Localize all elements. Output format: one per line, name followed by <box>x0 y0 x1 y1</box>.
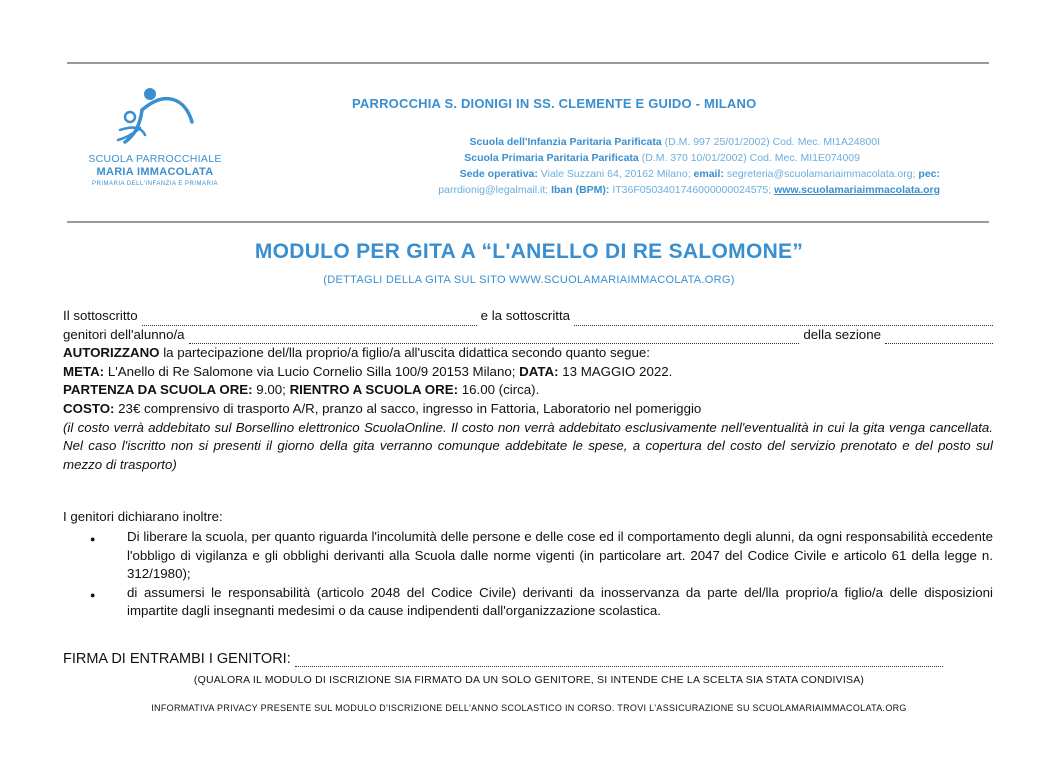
info-3-address: Viale Suzzani 64, 20162 Milano; <box>537 168 694 180</box>
info-line-4 <box>438 184 940 196</box>
info-3-email: segreteria@scuolamariaimmacolata.org; <box>723 168 919 180</box>
declaration-list <box>90 528 993 621</box>
logo-line-3: PRIMARIA DELL'INFANZIA E PRIMARIA <box>91 181 218 187</box>
father-label: Il sottoscritto <box>63 308 138 323</box>
return-label: RIENTRO A SCUOLA ORE: <box>289 382 459 398</box>
autorizzano-text: la partecipazione del/lla proprio/a figlio/a all'uscita didattica secondo quanto segue: <box>159 345 650 361</box>
declaration-heading: I genitori dichiarano inoltre: <box>63 509 223 524</box>
privacy-note: INFORMATIVA PRIVACY PRESENTE SUL MODULO D'ISCRIZIONE DELL'ANNO SCOLASTICO IN CORSO. TROVI L'ASSICURAZIONE SU SCUOLAMARIAIMMACOLATA.ORG <box>151 703 907 713</box>
data-text: 13 MAGGIO 2022. <box>558 363 673 379</box>
departure-label: PARTENZA DA SCUOLA ORE: <box>63 382 253 398</box>
info-3-pec-label: pec: <box>918 168 940 180</box>
bullet-icon: ● <box>90 589 96 600</box>
info-line-3 <box>460 168 940 180</box>
info-4-iban: IT36F0503401746000000024575; <box>609 184 775 196</box>
student-label: genitori dell'alunno/a <box>63 326 185 342</box>
meta-text: L'Anello di Re Salomone via Lucio Cornelio Silla 100/9 20153 Milano; <box>104 363 520 379</box>
info-4-iban-label: Iban (BPM): <box>551 184 610 196</box>
section-field[interactable] <box>885 332 993 344</box>
list-item <box>90 528 993 584</box>
page-subtitle: (DETTAGLI DELLA GITA SUL SITO WWW.SCUOLAMARIAIMMACOLATA.ORG) <box>323 274 735 286</box>
data-label: DATA: <box>519 363 559 379</box>
meta-label: META: <box>63 363 105 379</box>
signature-line <box>63 651 947 667</box>
cost-note: (il costo verrà addebitato sul Borsellino elettronico ScuolaOnline. Il costo non verrà addebitato esclusivamente nell'eventualità in cui la gita venga cancellata. Nel caso l'iscritto non si presenti il giorno della gita verranno comunque addebitate le spese, a copertura del costo del servizio prenotato e del posto sul mezzo di trasporto) <box>63 419 993 472</box>
info-3-label: Sede operativa: <box>459 168 538 180</box>
student-line <box>63 326 993 345</box>
schedule-line <box>63 381 993 400</box>
mother-name-field[interactable] <box>574 314 993 326</box>
meta-line <box>63 363 993 382</box>
bullet-icon: ● <box>90 534 96 544</box>
info-line-2 <box>464 152 860 164</box>
declaration-2: di assumersi le responsabilità (articolo 2048 del Codice Civile) derivanti da inosservanza da parte del/lla proprio/a figlio/a delle disposizioni impartite dagli insegnanti medesimi o da cause indipendenti dall'organizzazione scolastica. <box>127 584 993 619</box>
info-3-email-label: email: <box>693 168 724 180</box>
return-text: 16.00 (circa). <box>458 382 540 398</box>
declaration-1: Di liberare la scuola, per quanto riguarda l'incolumità delle persone e delle cose ed il comportamento degli alunni, da ogni responsabilità eccedente l'obbligo di vigilanza e gli obblighi derivanti alla Scuola dalle norme vigenti (in particolare art. 2047 del Codice Civile e articolo 61 della legge n. 312/1980); <box>127 529 993 582</box>
cost-label: COSTO: <box>63 400 115 416</box>
info-1-label: Scuola dell'Infanzia Paritaria Parificata <box>469 136 662 148</box>
info-4-pec: parrdionig@legalmail.it; <box>438 184 552 196</box>
header-rule <box>67 221 989 223</box>
mother-label: e la sottoscritta <box>480 308 571 323</box>
website-link[interactable]: www.scuolamariaimmacolata.org <box>774 184 940 196</box>
parish-name: PARROCCHIA S. DIONIGI IN SS. CLEMENTE E GUIDO - MILANO <box>352 96 757 111</box>
top-rule <box>67 62 989 64</box>
departure-text: 9.00; <box>252 382 290 398</box>
info-1-rest: (D.M. 997 25/01/2002) Cod. Mec. MI1A24800I <box>661 136 880 148</box>
info-line-1 <box>470 136 880 148</box>
authorization-line <box>63 344 993 363</box>
signature-note: (QUALORA IL MODULO DI ISCRIZIONE SIA FIRMATO DA UN SOLO GENITORE, SI INTENDE CHE LA SCELTA SIA STATA CONDIVISA) <box>193 674 865 686</box>
autorizzano-label: AUTORIZZANO <box>63 345 160 361</box>
info-2-rest: (D.M. 370 10/01/2002) Cod. Mec. MI1E074009 <box>638 152 860 164</box>
logo-line-1: SCUOLA PARROCCHIALE <box>88 153 222 165</box>
student-name-field[interactable] <box>189 332 800 344</box>
signature-field[interactable] <box>295 655 943 667</box>
logo-line-2: MARIA IMMACOLATA <box>96 166 214 178</box>
list-item <box>90 584 993 621</box>
page-title: MODULO PER GITA A “L'ANELLO DI RE SALOMONE” <box>254 240 804 263</box>
form-body <box>63 307 993 474</box>
parents-line <box>63 307 993 326</box>
cost-text: 23€ comprensivo di trasporto A/R, pranzo al sacco, ingresso in Fattoria, Laboratorio nel pomeriggio <box>114 400 702 416</box>
signature-label: FIRMA DI ENTRAMBI I GENITORI: <box>63 651 291 667</box>
info-2-label: Scuola Primaria Paritaria Parificata <box>464 152 639 164</box>
section-label: della sezione <box>803 326 881 342</box>
cost-line <box>63 400 993 419</box>
father-name-field[interactable] <box>142 314 477 326</box>
